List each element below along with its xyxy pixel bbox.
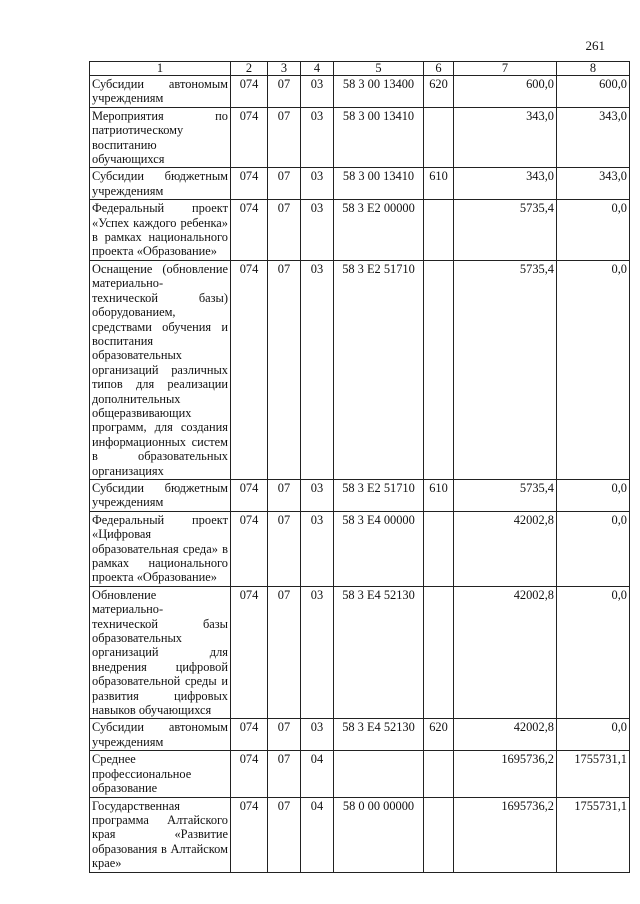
header-cell: 7 bbox=[454, 62, 557, 76]
row-amount-col7: 5735,4 bbox=[454, 479, 557, 511]
row-amount-col8: 0,0 bbox=[557, 586, 630, 719]
row-amount-col8: 600,0 bbox=[557, 76, 630, 108]
row-amount-col7: 1695736,2 bbox=[454, 797, 557, 872]
row-subsection: 03 bbox=[301, 586, 334, 719]
row-amount-col8: 1755731,1 bbox=[557, 797, 630, 872]
row-subsection: 03 bbox=[301, 511, 334, 586]
row-name: Оснащение (обновление материально-технической базы) оборудованием, средствами обучения и воспитания образовательных организаций различных типов для реализации дополнительных общеразвивающих программ, для создания информационных систем в образовательных организациях bbox=[90, 260, 231, 479]
row-admin-code: 074 bbox=[231, 168, 268, 200]
row-amount-col7: 5735,4 bbox=[454, 260, 557, 479]
row-admin-code: 074 bbox=[231, 76, 268, 108]
header-cell: 2 bbox=[231, 62, 268, 76]
row-amount-col8: 0,0 bbox=[557, 719, 630, 751]
row-amount-col8: 343,0 bbox=[557, 107, 630, 168]
row-amount-col8: 0,0 bbox=[557, 479, 630, 511]
row-amount-col7: 600,0 bbox=[454, 76, 557, 108]
row-subsection: 03 bbox=[301, 479, 334, 511]
row-name: Обновление материально-технической базы образовательных организаций для внедрения цифровой образовательной среды и развития цифровых навыков обучающихся bbox=[90, 586, 231, 719]
header-cell: 8 bbox=[557, 62, 630, 76]
row-section: 07 bbox=[268, 586, 301, 719]
row-target-article: 58 3 E4 52130 bbox=[334, 586, 424, 719]
row-amount-col7: 343,0 bbox=[454, 168, 557, 200]
row-name: Государственная программа Алтайского края «Развитие образования в Алтайском крае» bbox=[90, 797, 231, 872]
table-row bbox=[90, 260, 630, 479]
header-cell: 6 bbox=[424, 62, 454, 76]
row-admin-code: 074 bbox=[231, 586, 268, 719]
row-expense-type bbox=[424, 260, 454, 479]
row-target-article: 58 3 E2 51710 bbox=[334, 479, 424, 511]
row-amount-col8: 343,0 bbox=[557, 168, 630, 200]
row-expense-type: 620 bbox=[424, 719, 454, 751]
row-target-article: 58 3 E4 00000 bbox=[334, 511, 424, 586]
row-expense-type: 610 bbox=[424, 479, 454, 511]
row-section: 07 bbox=[268, 260, 301, 479]
table-row bbox=[90, 719, 630, 751]
header-row bbox=[90, 62, 630, 76]
row-subsection: 03 bbox=[301, 107, 334, 168]
row-expense-type bbox=[424, 751, 454, 797]
row-subsection: 03 bbox=[301, 719, 334, 751]
header-cell: 1 bbox=[90, 62, 231, 76]
row-expense-type bbox=[424, 107, 454, 168]
row-target-article bbox=[334, 751, 424, 797]
row-expense-type bbox=[424, 586, 454, 719]
row-amount-col7: 42002,8 bbox=[454, 586, 557, 719]
row-amount-col7: 1695736,2 bbox=[454, 751, 557, 797]
header-cell: 5 bbox=[334, 62, 424, 76]
row-subsection: 03 bbox=[301, 200, 334, 261]
row-admin-code: 074 bbox=[231, 719, 268, 751]
row-amount-col7: 343,0 bbox=[454, 107, 557, 168]
row-subsection: 03 bbox=[301, 260, 334, 479]
row-subsection: 03 bbox=[301, 76, 334, 108]
row-admin-code: 074 bbox=[231, 797, 268, 872]
row-name: Субсидии автономым учреждениям bbox=[90, 719, 231, 751]
row-admin-code: 074 bbox=[231, 260, 268, 479]
table-row bbox=[90, 76, 630, 108]
row-admin-code: 074 bbox=[231, 479, 268, 511]
row-expense-type bbox=[424, 511, 454, 586]
row-expense-type: 610 bbox=[424, 168, 454, 200]
row-amount-col8: 1755731,1 bbox=[557, 751, 630, 797]
table-row bbox=[90, 751, 630, 797]
row-name: Федеральный проект «Успех каждого ребенка» в рамках национального проекта «Образование» bbox=[90, 200, 231, 261]
row-target-article: 58 3 E2 51710 bbox=[334, 260, 424, 479]
row-expense-type bbox=[424, 200, 454, 261]
row-name: Субсидии бюджетным учреждениям bbox=[90, 168, 231, 200]
row-section: 07 bbox=[268, 751, 301, 797]
row-section: 07 bbox=[268, 200, 301, 261]
row-name: Мероприятия по патриотическому воспитанию обучающихся bbox=[90, 107, 231, 168]
row-admin-code: 074 bbox=[231, 751, 268, 797]
row-target-article: 58 3 E2 00000 bbox=[334, 200, 424, 261]
row-name: Субсидии автономым учреждениям bbox=[90, 76, 231, 108]
header-cell: 4 bbox=[301, 62, 334, 76]
row-section: 07 bbox=[268, 797, 301, 872]
row-amount-col8: 0,0 bbox=[557, 200, 630, 261]
table-row bbox=[90, 586, 630, 719]
row-expense-type: 620 bbox=[424, 76, 454, 108]
row-admin-code: 074 bbox=[231, 107, 268, 168]
row-section: 07 bbox=[268, 479, 301, 511]
row-admin-code: 074 bbox=[231, 200, 268, 261]
page-number: 261 bbox=[585, 38, 605, 53]
row-amount-col8: 0,0 bbox=[557, 511, 630, 586]
table-row bbox=[90, 107, 630, 168]
table-row bbox=[90, 200, 630, 261]
row-section: 07 bbox=[268, 719, 301, 751]
table-row bbox=[90, 168, 630, 200]
row-subsection: 03 bbox=[301, 168, 334, 200]
table-row bbox=[90, 511, 630, 586]
row-section: 07 bbox=[268, 76, 301, 108]
row-target-article: 58 3 00 13410 bbox=[334, 168, 424, 200]
header-cell: 3 bbox=[268, 62, 301, 76]
row-target-article: 58 3 00 13410 bbox=[334, 107, 424, 168]
row-amount-col7: 42002,8 bbox=[454, 719, 557, 751]
budget-table bbox=[89, 61, 630, 873]
row-name: Среднее профессиональное образование bbox=[90, 751, 231, 797]
row-target-article: 58 3 E4 52130 bbox=[334, 719, 424, 751]
row-subsection: 04 bbox=[301, 751, 334, 797]
row-subsection: 04 bbox=[301, 797, 334, 872]
row-expense-type bbox=[424, 797, 454, 872]
row-section: 07 bbox=[268, 107, 301, 168]
row-section: 07 bbox=[268, 511, 301, 586]
table-row bbox=[90, 797, 630, 872]
row-amount-col8: 0,0 bbox=[557, 260, 630, 479]
row-target-article: 58 3 00 13400 bbox=[334, 76, 424, 108]
row-amount-col7: 5735,4 bbox=[454, 200, 557, 261]
table-row bbox=[90, 479, 630, 511]
row-name: Федеральный проект «Цифровая образовательная среда» в рамках национального проекта «Образование» bbox=[90, 511, 231, 586]
row-target-article: 58 0 00 00000 bbox=[334, 797, 424, 872]
row-section: 07 bbox=[268, 168, 301, 200]
row-admin-code: 074 bbox=[231, 511, 268, 586]
row-amount-col7: 42002,8 bbox=[454, 511, 557, 586]
row-name: Субсидии бюджетным учреждениям bbox=[90, 479, 231, 511]
